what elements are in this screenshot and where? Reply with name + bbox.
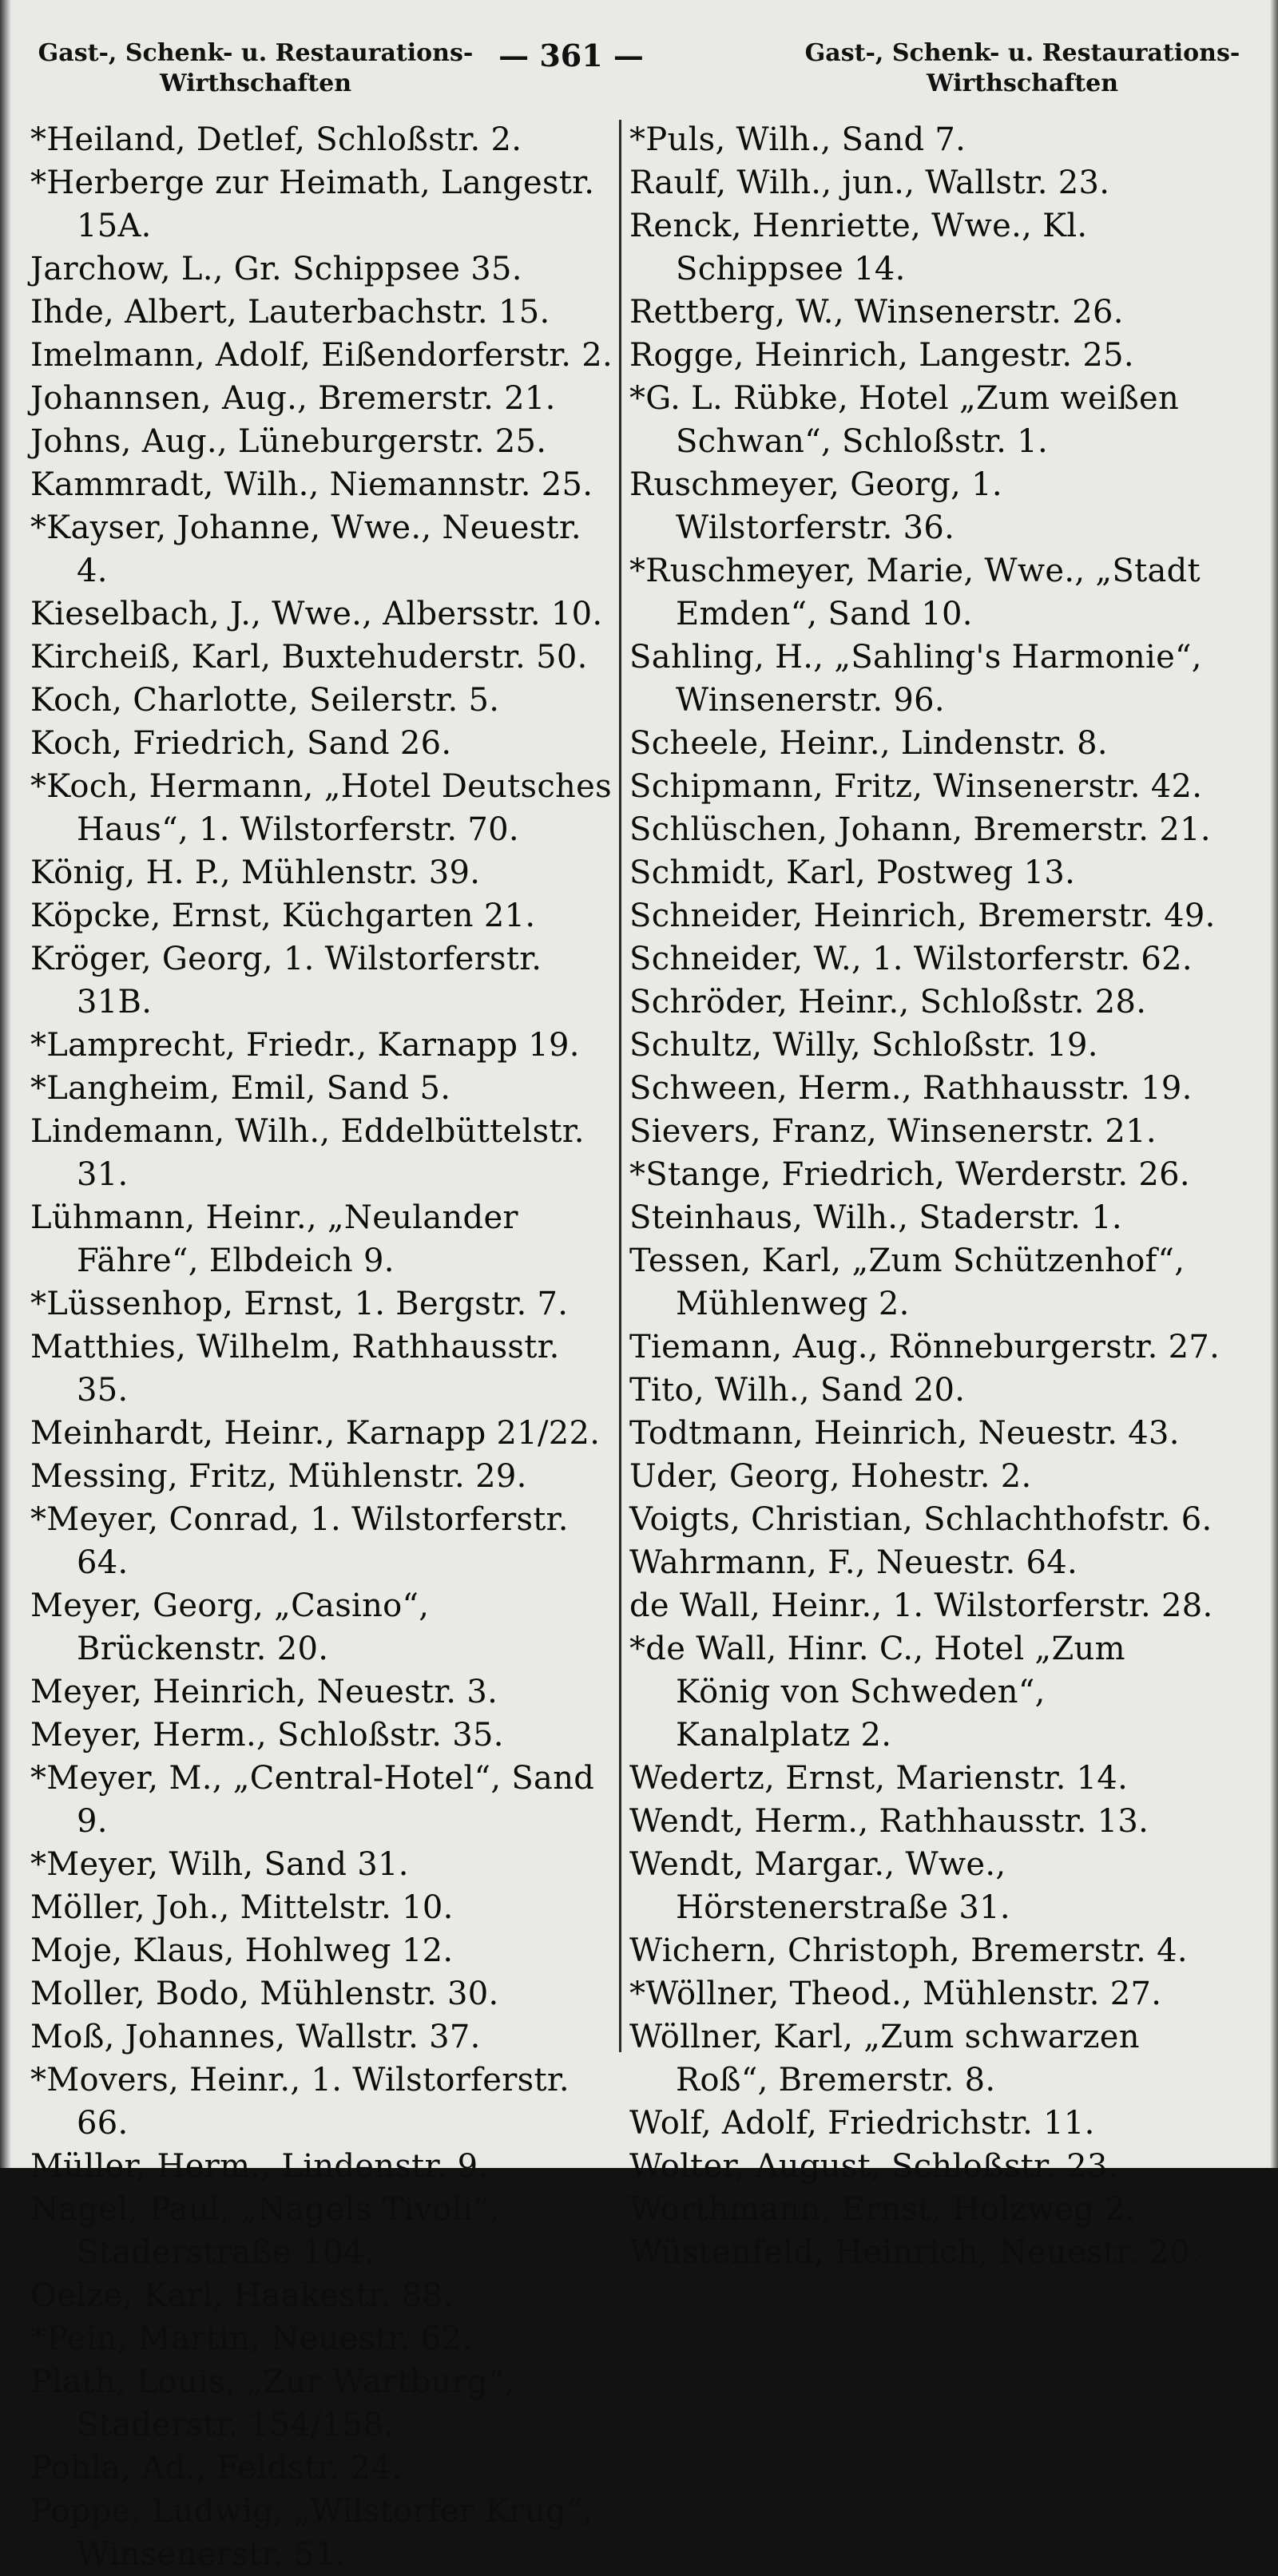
- entry-text: *Wöllner, Theod., Mühlenstr. 27.: [629, 1976, 1162, 2012]
- entry-text: *Meyer, M., „Central-Hotel“, Sand 9.: [30, 1760, 605, 1840]
- entry-text: Meyer, Herm., Schloßstr. 35.: [30, 1717, 504, 1754]
- entry-text: Schlüschen, Johann, Bremerstr. 21.: [629, 811, 1211, 848]
- header-right-title: Gast-, Schenk- u. Restaurations- Wirthschaften: [804, 39, 1240, 97]
- entry-text: Jarchow, L., Gr. Schippsee 35.: [30, 251, 522, 287]
- directory-entry: [629, 981, 1228, 1024]
- entry-text: Steinhaus, Wilh., Staderstr. 1.: [629, 1199, 1122, 1236]
- entry-text: Rettberg, W., Winsenerstr. 26.: [629, 294, 1124, 331]
- entry-text: Müller, Herm., Lindenstr. 9.: [30, 2148, 489, 2185]
- directory-entry: [629, 291, 1228, 334]
- directory-entry: [629, 2015, 1228, 2102]
- entry-text: *Pein, Martin, Neuestr. 62.: [30, 2320, 473, 2357]
- directory-entry: [30, 2274, 621, 2317]
- entry-text: Tito, Wilh., Sand 20.: [629, 1372, 966, 1409]
- directory-entry: [629, 1455, 1228, 1498]
- entry-text: Wolf, Adolf, Friedrichstr. 11.: [629, 2105, 1095, 2142]
- directory-entry: [30, 377, 621, 420]
- entry-text: Wendt, Margar., Wwe., Hörstenerstraße 31.: [629, 1846, 1017, 1926]
- directory-entry: [629, 765, 1228, 808]
- directory-entry: [30, 894, 621, 937]
- directory-entry: [629, 1972, 1228, 2015]
- entry-text: *Stange, Friedrich, Werderstr. 26.: [629, 1156, 1190, 1193]
- entry-text: Uder, Georg, Hohestr. 2.: [629, 1458, 1032, 1495]
- entry-text: Imelmann, Adolf, Eißendorferstr. 2.: [30, 337, 613, 374]
- directory-entry: [629, 1326, 1228, 1369]
- directory-entry: [629, 1541, 1228, 1584]
- directory-entry: [30, 1584, 621, 1670]
- directory-entry: [629, 1369, 1228, 1412]
- entry-text: Matthies, Wilhelm, Rathhausstr. 35.: [30, 1329, 570, 1409]
- entry-text: Sahling, H., „Sahling's Harmonie“, Winsenerstr. 96.: [629, 639, 1213, 719]
- directory-entry: [30, 1196, 621, 1282]
- directory-entry: [30, 2447, 621, 2490]
- entry-text: Messing, Fritz, Mühlenstr. 29.: [30, 1458, 527, 1495]
- entry-text: Moß, Johannes, Wallstr. 37.: [30, 2019, 481, 2055]
- directory-entry: [30, 1714, 621, 1757]
- directory-entry: [30, 334, 621, 377]
- entry-text: *de Wall, Hinr. C., Hotel „Zum König von Schweden“, Kanalplatz 2.: [629, 1631, 1136, 1754]
- directory-entry: [30, 420, 621, 463]
- entry-text: Wedertz, Ernst, Marienstr. 14.: [629, 1760, 1129, 1797]
- entry-text: Schipmann, Fritz, Winsenerstr. 42.: [629, 768, 1203, 805]
- entry-text: *Lüssenhop, Ernst, 1. Bergstr. 7.: [30, 1286, 569, 1322]
- entry-text: Lindemann, Wilh., Eddelbüttelstr. 31.: [30, 1113, 595, 1193]
- directory-entry: [30, 1498, 621, 1584]
- directory-entry: [30, 1886, 621, 1929]
- entry-text: Ruschmeyer, Georg, 1. Wilstorferstr. 36.: [629, 466, 1013, 546]
- entry-text: Schween, Herm., Rathhausstr. 19.: [629, 1070, 1193, 1107]
- directory-entry: [629, 1412, 1228, 1455]
- directory-entry: [629, 118, 1228, 161]
- entry-text: Johns, Aug., Lüneburgerstr. 25.: [30, 423, 547, 460]
- directory-entry: [30, 2059, 621, 2145]
- entry-text: *Ruschmeyer, Marie, Wwe., „Stadt Emden“, Sand 10.: [629, 553, 1211, 632]
- page-header: [24, 38, 1254, 110]
- directory-entry: [629, 937, 1228, 981]
- right-column: [629, 118, 1228, 2274]
- directory-entry: [30, 2360, 621, 2447]
- directory-entry: [629, 808, 1228, 851]
- directory-entry: [30, 1972, 621, 2015]
- directory-entry: [30, 463, 621, 506]
- directory-entry: [629, 1757, 1228, 1800]
- entry-text: Poppe, Ludwig, „Wilstorfer Krug“, Winsenerstr. 51.: [30, 2493, 604, 2573]
- header-left-title: Gast-, Schenk- u. Restaurations- Wirthschaften: [38, 39, 474, 97]
- entry-text: de Wall, Heinr., 1. Wilstorferstr. 28.: [629, 1587, 1213, 1624]
- directory-entry: [629, 1067, 1228, 1110]
- directory-entry: [629, 549, 1228, 636]
- directory-entry: [629, 161, 1228, 204]
- directory-entry: [30, 937, 621, 1024]
- directory-entry: [629, 722, 1228, 765]
- entry-text: Wahrmann, F., Neuestr. 64.: [629, 1544, 1078, 1581]
- entry-text: Kircheiß, Karl, Buxtehuderstr. 50.: [30, 639, 588, 676]
- directory-entry: [30, 248, 621, 291]
- directory-entry: [629, 1843, 1228, 1929]
- entry-text: Nagel, Paul, „Nagels Tivoli“, Staderstraße 104.: [30, 2191, 510, 2271]
- entry-text: Schröder, Heinr., Schloßstr. 28.: [629, 984, 1147, 1020]
- directory-entry: [30, 765, 621, 851]
- directory-entry: [30, 1326, 621, 1412]
- entry-text: Schultz, Willy, Schloßstr. 19.: [629, 1027, 1098, 1064]
- directory-entry: [30, 2188, 621, 2274]
- directory-entry: [629, 2102, 1228, 2145]
- directory-entry: [629, 1498, 1228, 1541]
- entry-text: *Lamprecht, Friedr., Karnapp 19.: [30, 1027, 580, 1064]
- entry-text: Moje, Klaus, Hohlweg 12.: [30, 1932, 454, 1969]
- entry-text: Lühmann, Heinr., „Neulander Fähre“, Elbdeich 9.: [30, 1199, 529, 1279]
- entry-text: Meinhardt, Heinr., Karnapp 21/22.: [30, 1415, 601, 1452]
- entry-text: Sievers, Franz, Winsenerstr. 21.: [629, 1113, 1157, 1150]
- entry-text: Kammradt, Wilh., Niemannstr. 25.: [30, 466, 593, 503]
- entry-text: Möller, Joh., Mittelstr. 10.: [30, 1889, 454, 1926]
- entry-text: Renck, Henriette, Wwe., Kl. Schippsee 14.: [629, 208, 1098, 287]
- directory-entry: [30, 2015, 621, 2059]
- directory-entry: [629, 1196, 1228, 1239]
- entry-text: *Koch, Hermann, „Hotel Deutsches Haus“, 1. Wilstorferstr. 70.: [30, 768, 622, 848]
- entry-text: Voigts, Christian, Schlachthofstr. 6.: [629, 1501, 1213, 1538]
- entry-text: *Langheim, Emil, Sand 5.: [30, 1070, 451, 1107]
- entry-text: Wüstenfeld, Heinrich, Neuestr. 20.: [629, 2234, 1201, 2271]
- directory-entry: [30, 851, 621, 894]
- directory-entry: [30, 592, 621, 636]
- directory-entry: [629, 334, 1228, 377]
- directory-entry: [629, 851, 1228, 894]
- entry-text: *G. L. Rübke, Hotel „Zum weißen Schwan“, Schloßstr. 1.: [629, 380, 1190, 460]
- entry-text: *Herberge zur Heimath, Langestr. 15A.: [30, 164, 605, 244]
- directory-entry: [629, 1800, 1228, 1843]
- directory-entry: [629, 1584, 1228, 1627]
- directory-entry: [30, 291, 621, 334]
- entry-text: Wichern, Christoph, Bremerstr. 4.: [629, 1932, 1188, 1969]
- entry-text: Moller, Bodo, Mühlenstr. 30.: [30, 1976, 499, 2012]
- directory-entry: [629, 2231, 1228, 2274]
- entry-text: *Meyer, Wilh, Sand 31.: [30, 1846, 409, 1883]
- directory-entry: [30, 1024, 621, 1067]
- entry-text: Köpcke, Ernst, Küchgarten 21.: [30, 898, 536, 934]
- entry-text: Tessen, Karl, „Zum Schützenhof“, Mühlenweg 2.: [629, 1242, 1196, 1322]
- directory-entry: [629, 1110, 1228, 1153]
- directory-entry: [30, 1757, 621, 1843]
- directory-entry: [30, 636, 621, 679]
- entry-text: Wolter, August, Schloßstr. 23.: [629, 2148, 1118, 2185]
- directory-entry: [629, 204, 1228, 291]
- entry-text: Plath, Louis, „Zur Wartburg“, Staderstr. 154/158.: [30, 2364, 526, 2443]
- directory-entry: [30, 506, 621, 592]
- entry-text: Johannsen, Aug., Bremerstr. 21.: [30, 380, 556, 417]
- entry-text: Schneider, Heinrich, Bremerstr. 49.: [629, 898, 1216, 934]
- entry-text: Rogge, Heinrich, Langestr. 25.: [629, 337, 1134, 374]
- entry-text: Pohla, Ad., Feldstr. 24.: [30, 2450, 403, 2487]
- entry-text: Ihde, Albert, Lauterbachstr. 15.: [30, 294, 550, 331]
- entry-text: Koch, Charlotte, Seilerstr. 5.: [30, 682, 500, 719]
- entry-text: Koch, Friedrich, Sand 26.: [30, 725, 452, 762]
- directory-entry: [30, 1670, 621, 1714]
- entry-text: Kröger, Georg, 1. Wilstorferstr. 31B.: [30, 941, 553, 1020]
- entry-text: Meyer, Heinrich, Neuestr. 3.: [30, 1674, 498, 1710]
- entry-text: Raulf, Wilh., jun., Wallstr. 23.: [629, 164, 1110, 201]
- directory-entry: [30, 1067, 621, 1110]
- directory-entry: [30, 2317, 621, 2360]
- entry-text: *Movers, Heinr., 1. Wilstorferstr. 66.: [30, 2062, 580, 2142]
- entry-text: Schneider, W., 1. Wilstorferstr. 62.: [629, 941, 1193, 977]
- directory-entry: [30, 2145, 621, 2188]
- entry-text: *Puls, Wilh., Sand 7.: [629, 121, 966, 158]
- directory-entry: [30, 2490, 621, 2576]
- directory-entry: [629, 636, 1228, 722]
- directory-entry: [30, 1412, 621, 1455]
- directory-entry: [30, 1282, 621, 1326]
- directory-entry: [629, 2145, 1228, 2188]
- directory-entry: [629, 463, 1228, 549]
- entry-text: Wendt, Herm., Rathhausstr. 13.: [629, 1803, 1149, 1840]
- directory-entry: [629, 1929, 1228, 1972]
- directory-entry: [30, 1929, 621, 1972]
- directory-entry: [30, 679, 621, 722]
- directory-entry: [30, 1843, 621, 1886]
- directory-entry: [629, 894, 1228, 937]
- entry-text: *Kayser, Johanne, Wwe., Neuestr. 4.: [30, 509, 592, 589]
- entry-text: Oelze, Karl, Haakestr. 88.: [30, 2277, 454, 2314]
- entry-text: *Heiland, Detlef, Schloßstr. 2.: [30, 121, 522, 158]
- directory-entry: [629, 2188, 1228, 2231]
- entry-text: Todtmann, Heinrich, Neuestr. 43.: [629, 1415, 1180, 1452]
- entry-text: Worthmann, Ernst, Holzweg 2.: [629, 2191, 1136, 2228]
- entry-text: Scheele, Heinr., Lindenstr. 8.: [629, 725, 1108, 762]
- directory-entry: [629, 1239, 1228, 1326]
- entry-text: *Meyer, Conrad, 1. Wilstorferstr. 64.: [30, 1501, 579, 1581]
- entry-text: Schmidt, Karl, Postweg 13.: [629, 854, 1076, 891]
- directory-entry: [30, 1455, 621, 1498]
- entry-text: Tiemann, Aug., Rönneburgerstr. 27.: [629, 1329, 1220, 1365]
- left-column: [30, 118, 621, 2576]
- entry-text: Meyer, Georg, „Casino“, Brückenstr. 20.: [30, 1587, 440, 1667]
- directory-entry: [30, 1110, 621, 1196]
- directory-entry: [30, 161, 621, 248]
- entry-text: König, H. P., Mühlenstr. 39.: [30, 854, 481, 891]
- directory-entry: [30, 118, 621, 161]
- directory-entry: [629, 1153, 1228, 1196]
- directory-entry: [30, 722, 621, 765]
- page-number: — 361 —: [498, 38, 644, 73]
- entry-text: Wöllner, Karl, „Zum schwarzen Roß“, Bremerstr. 8.: [629, 2019, 1150, 2098]
- directory-entry: [629, 1024, 1228, 1067]
- directory-entry: [629, 377, 1228, 463]
- entry-text: Kieselbach, J., Wwe., Albersstr. 10.: [30, 596, 603, 632]
- directory-entry: [629, 1627, 1228, 1757]
